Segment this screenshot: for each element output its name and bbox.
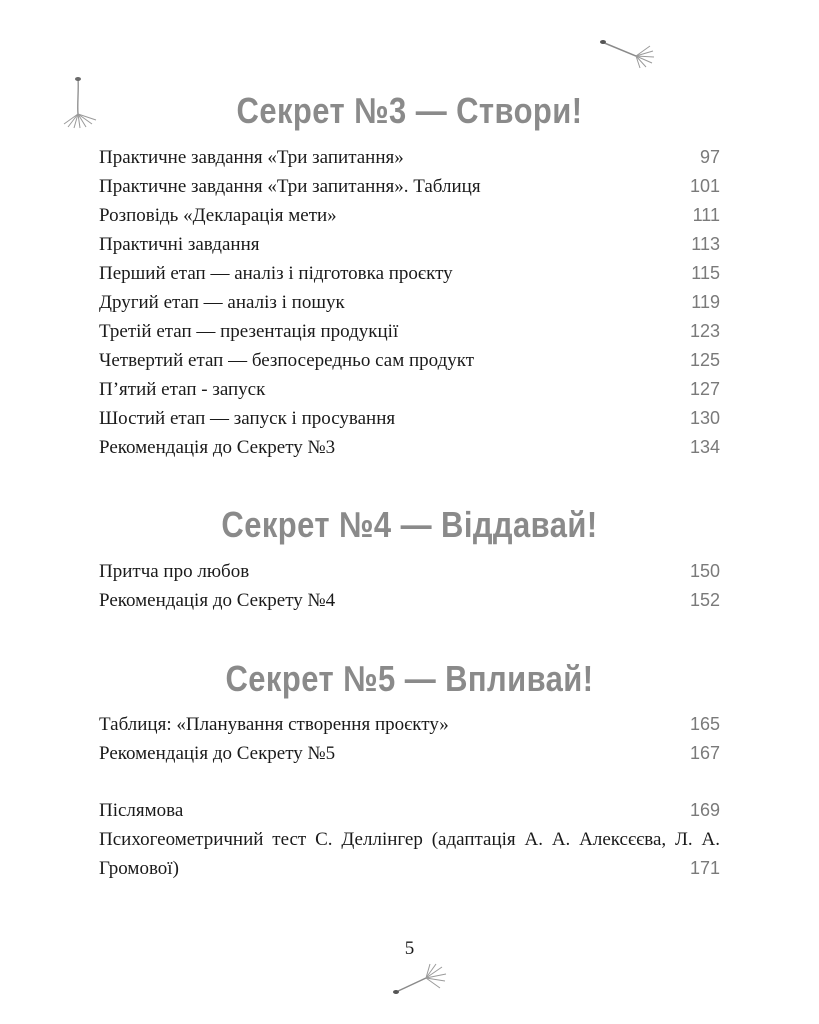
- toc-entry-title: Четвертий етап — безпосередньо сам продукт: [99, 350, 475, 371]
- toc-entry-page: 113: [691, 234, 720, 254]
- toc-entry-title: Шостий етап — запуск і просування: [99, 408, 396, 429]
- toc-entry-page: 130: [689, 408, 720, 428]
- toc-entry-title: Рекомендація до Секрету №5: [99, 743, 336, 764]
- toc-entry-title: Рекомендація до Секрету №3: [99, 437, 336, 458]
- section-heading: Секрет №5 — Впливай!: [225, 658, 594, 699]
- toc-entry-page: 150: [689, 561, 720, 581]
- toc-entry[interactable]: [99, 172, 720, 201]
- toc-entry[interactable]: [99, 433, 720, 462]
- toc-entry-title: Практичне завдання «Три запитання»: [99, 147, 404, 168]
- toc-entry[interactable]: [99, 586, 720, 615]
- toc-entry[interactable]: [99, 404, 720, 433]
- toc-entry-page: 169: [689, 800, 720, 820]
- toc-entry-title: П’ятий етап - запуск: [99, 379, 266, 400]
- toc-entry[interactable]: [99, 230, 720, 259]
- toc-entry-title: Перший етап — аналіз і підготовка проєкту: [99, 263, 453, 284]
- toc-entry[interactable]: [99, 710, 720, 739]
- toc-entry[interactable]: [99, 288, 720, 317]
- toc-entry-title: Практичне завдання «Три запитання». Таблиця: [99, 176, 481, 197]
- toc-entry-page: 165: [689, 714, 720, 734]
- toc-entry-page: 97: [699, 147, 720, 167]
- toc-entry-page: 152: [689, 590, 720, 610]
- toc-entry-page: 134: [689, 437, 720, 457]
- toc-entry[interactable]: [99, 317, 720, 346]
- page-number: 5: [404, 938, 415, 959]
- toc-entry-title: Третій етап — презентація продукції: [99, 321, 399, 342]
- section-heading: Секрет №3 — Створи!: [236, 90, 583, 131]
- toc-entry-page: 123: [689, 321, 720, 341]
- toc-entry-page: 119: [691, 292, 720, 312]
- toc-entry-title: Практичні завдання: [99, 234, 260, 255]
- toc-entry[interactable]: [99, 557, 720, 586]
- toc-entry[interactable]: [99, 259, 720, 288]
- toc-entry-title: Другий етап — аналіз і пошук: [99, 292, 345, 313]
- toc-entry-title: Розповідь «Декларація мети»: [99, 205, 337, 226]
- toc-entry-page: 111: [692, 205, 720, 225]
- toc-entry[interactable]: [99, 346, 720, 375]
- section-heading: Секрет №4 — Віддавай!: [221, 504, 598, 545]
- dandelion-seed-icon: [598, 34, 658, 70]
- toc-entry-page: 167: [689, 743, 720, 763]
- toc-entry-page: 171: [689, 858, 720, 878]
- toc-entry-page: 115: [691, 263, 720, 283]
- toc-entry[interactable]: [99, 375, 720, 404]
- toc-entry[interactable]: [99, 796, 720, 825]
- dandelion-seed-icon: [388, 960, 450, 1000]
- toc-entry[interactable]: [99, 143, 720, 172]
- toc-entry-title: Притча про любов: [99, 561, 250, 582]
- toc-entry-page: 101: [689, 176, 720, 196]
- toc-entry-title: Психогеометричний тест С. Деллінгер (адаптація А. А. Алексєєва, Л. А. Громової): [99, 829, 720, 879]
- toc-entry[interactable]: [99, 201, 720, 230]
- toc-entry-page: 127: [689, 379, 720, 399]
- toc-entry[interactable]: [99, 739, 720, 768]
- toc-entry[interactable]: [99, 825, 720, 883]
- toc-entry-title: Таблиця: «Планування створення проєкту»: [99, 714, 449, 735]
- toc-entry-title: Післямова: [99, 800, 184, 821]
- toc-entry-page: 125: [689, 350, 720, 370]
- toc-entry-title: Рекомендація до Секрету №4: [99, 590, 336, 611]
